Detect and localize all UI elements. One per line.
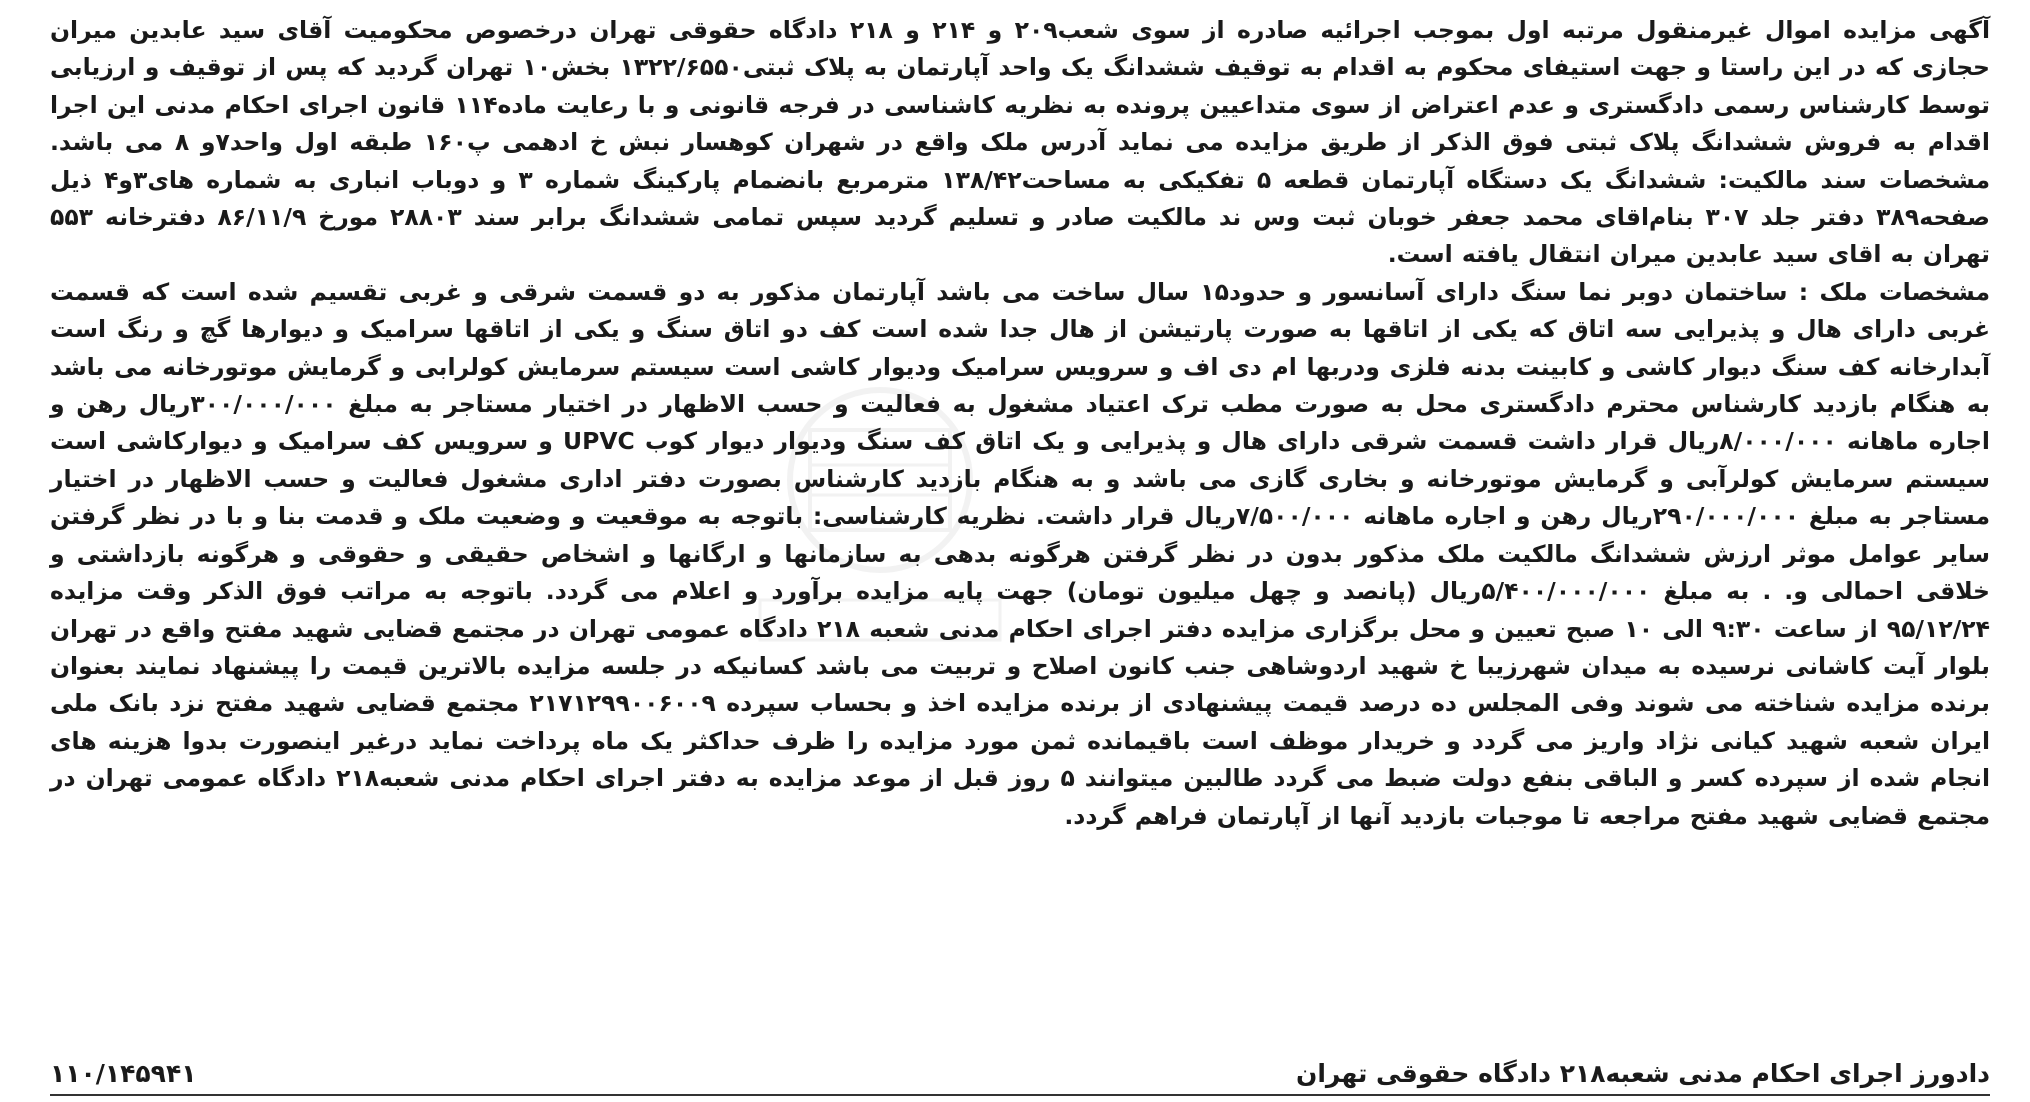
reference-number: ۱۱۰/۱۴۵۹۴۱ — [50, 1058, 197, 1088]
signer-line: دادورز اجرای احکام مدنی شعبه۲۱۸ دادگاه حقوقی تهران — [1295, 1058, 1990, 1088]
notice-paragraph-intro: آگهی مزایده اموال غیرمنقول مرتبه اول بموجب اجرائیه صادره از سوی شعب۲۰۹ و ۲۱۴ و ۲۱۸ دادگاه حقوقی تهران درخصوص محکومیت آقای سید عابدین میران حجازی که در این راستا و جهت استیفای محکوم به اقدام به توقیف ششدانگ یک واحد آپارتمان به پلاک ثبتی۱۳۲۲/۶۵۵۰ بخش۱۰ تهران گردید که پس از توقیف و ارزیابی توسط کارشناس رسمی دادگستری و عدم اعتراض از سوی متداعیین پرونده به نظریه کاشناسی در فرجه قانونی و با رعایت ماده۱۱۴ قانون اجرای احکام مدنی این اجرا اقدام به فروش ششدانگ پلاک ثبتی فوق الذکر از طریق مزایده می نماید آدرس ملک واقع در شهران کوهسار نبش خ ادهمی پ۱۶۰ طبقه اول واحد۷و ۸ می باشد. مشخصات سند مالکیت: ششدانگ یک دستگاه آپارتمان قطعه ۵ تفکیکی به مساحت۱۳۸/۴۲ مترمربع بانضمام پارکینگ شماره ۳ و دوباب انباری به شماره های۳و۴ ذیل صفحه۳۸۹ دفتر جلد ۳۰۷ بنام‌اقای محمد جعفر خوبان ثبت وس ند مالکیت صادر و تسلیم گردید سپس تمامی ششدانگ برابر سند ۲۸۸۰۳ مورخ ۸۶/۱۱/۹ دفترخانه ۵۵۳ تهران به اقای سید عابدین میران انتقال یافته است. — [50, 16, 1990, 269]
bottom-divider — [50, 1094, 1990, 1096]
notice-paragraph-details: مشخصات ملک : ساختمان دوبر نما سنگ دارای آسانسور و حدود۱۵ سال ساخت می باشد آپارتمان مذکور به دو قسمت شرقی و غربی تقسیم شده است که قسمت غربی دارای هال و پذیرایی سه اتاق که یکی از اتاقها به صورت پارتیشن از هال جدا شده است کف دو اتاق سنگ و یکی از اتاقها سرامیک و دیوارها گچ و رنگ است آبدارخانه کف سنگ دیوار کاشی و کابینت بدنه فلزی ودربها ام دی اف و سرویس سرامیک ودیوار کاشی است سیستم سرمایش کولرابی و گرمایش موتورخانه می باشد به هنگام بازدید کارشناس محترم دادگستری محل به صورت مطب ترک اعتیاد مشغول به فعالیت و حسب الاظهار در اختیار مستاجر به مبلغ ۳۰۰/۰۰۰/۰۰۰ریال رهن و اجاره ماهانه ۸/۰۰۰/۰۰۰ریال قرار داشت قسمت شرقی دارای هال و پذیرایی و یک اتاق کف سنگ ودیوار دیوار کوب UPVC و سرویس کف سرامیک و دیوارکاشی است سیستم سرمایش کولرآبی و گرمایش موتورخانه و بخاری گازی می باشد و به هنگام بازدید کارشناس بصورت دفتر اداری مشغول فعالیت و حسب الاظهار در اختیار مستاجر به مبلغ ۲۹۰/۰۰۰/۰۰۰ریال رهن و اجاره ماهانه ۷/۵۰۰/۰۰۰ریال قرار داشت. نظریه کارشناسی: باتوجه به موقعیت و وضعیت ملک و قدمت بنا و با در نظر گرفتن سایر عوامل موثر ارزش ششدانگ مالکیت ملک مذکور بدون در نظر گرفتن هرگونه بدهی به سازمانها و ارگانها و اشخاص حقیقی و حقوقی و هرگونه بازداشتی و خلاقی احمالی و. . به مبلغ ۵/۴۰۰/۰۰۰/۰۰۰ریال (پانصد و چهل میلیون تومان) جهت پایه مزایده برآورد و اعلام می گردد. باتوجه به مراتب فوق الذکر وقت مزایده ۹۵/۱۲/۲۴ از ساعت ۹:۳۰ الی ۱۰ صبح تعیین و محل برگزاری مزایده دفتر اجرای احکام مدنی شعبه ۲۱۸ دادگاه عمومی تهران در مجتمع قضایی شهید مفتح واقع در تهران بلوار آیت کاشانی نرسیده به میدان شهرزیبا خ شهید اردوشاهی جنب کانون اصلاح و تربیت می باشد کسانیکه در جلسه مزایده بالاترین قیمت را پیشنهاد نمایند بعنوان برنده مزایده شناخته می شوند وفی المجلس ده درصد قیمت پیشنهادی از برنده مزایده اخذ و بحساب سپرده ۲۱۷۱۲۹۹۰۰۶۰۰۹ مجتمع قضایی شهید مفتح نزد بانک ملی ایران شعبه شهید کیانی نژاد واریز می گردد و خریدار موظف است باقیمانده ثمن مورد مزایده را ظرف حداکثر یک ماه پرداخت نماید درغیر اینصورت بدوا هزینه های انجام شده از سپرده کسر و الباقی بنفع دولت ضبط می گردد طالبین میتوانند ۵ روز قبل از موعد مزایده به دفتر اجرای احکام مدنی شعبه۲۱۸ دادگاه عمومی تهران در مجتمع قضایی شهید مفتح مراجعه تا موجبات بازدید آنها از آپارتمان فراهم گردد. — [50, 277, 1991, 830]
notice-body — [50, 12, 1990, 835]
notice-footer — [50, 1053, 1990, 1093]
